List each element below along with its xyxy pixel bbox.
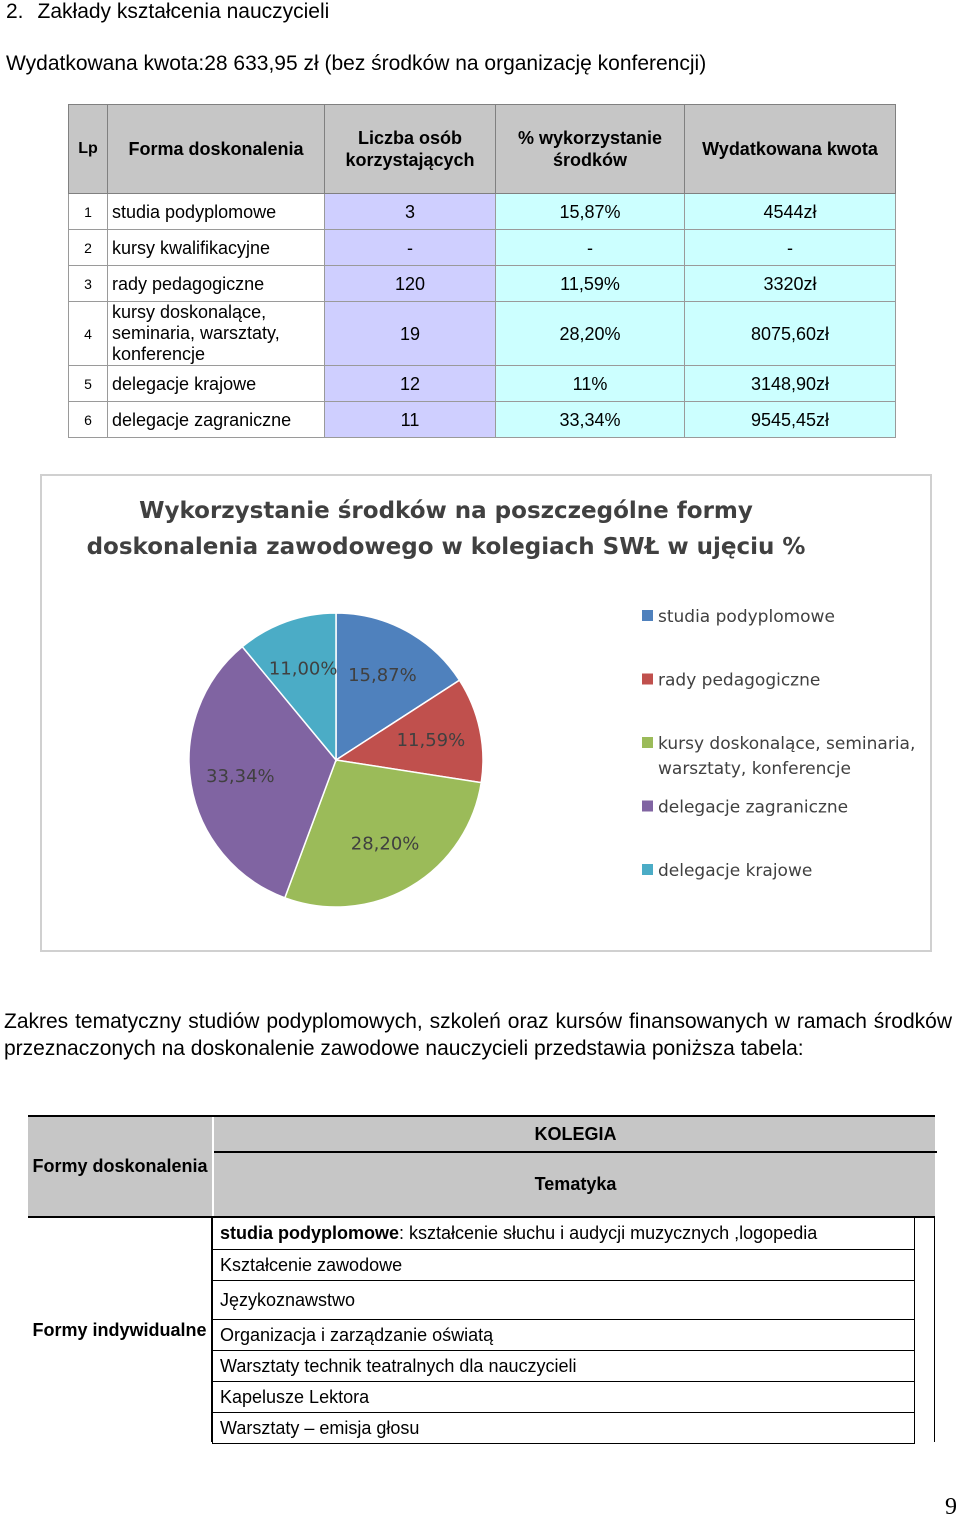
cell-lp: 6 [69, 402, 108, 438]
pie-data-label: 15,87% [348, 664, 417, 686]
cell-count: 120 [325, 266, 496, 302]
topic-row: Kapelusze Lektora [212, 1382, 915, 1413]
topic-row [212, 1218, 915, 1250]
section-title: Zakłady kształcenia nauczycieli [37, 0, 330, 23]
table-right-border [934, 1218, 935, 1442]
cell-amount: - [685, 230, 896, 266]
pie-data-label: 11,00% [268, 658, 338, 680]
header-amount: Wydatkowana kwota [685, 105, 896, 194]
topics-list [212, 1218, 915, 1444]
page-number: 9 [945, 1494, 957, 1520]
table-row [69, 194, 896, 230]
cell-form: studia podyplomowe [108, 194, 325, 230]
cell-form: delegacje krajowe [108, 366, 325, 402]
header-kolegia: KOLEGIA [214, 1117, 937, 1153]
legend-swatch [642, 801, 653, 812]
cell-percent: 11,59% [496, 266, 685, 302]
table-row [69, 402, 896, 438]
legend-label: studia podyplomowe [658, 607, 835, 627]
header-tematyka: Tematyka [534, 1174, 617, 1194]
cell-amount: 4544zł [685, 194, 896, 230]
cell-lp: 2 [69, 230, 108, 266]
legend-label: rady pedagogiczne [658, 670, 821, 691]
legend-label: warsztaty, konferencje [658, 759, 851, 779]
topic-row: Kształcenie zawodowe [212, 1250, 915, 1281]
legend-label: kursy doskonalące, seminaria, [658, 734, 916, 754]
left-label-formy-indywidualne: Formy indywidualne [28, 1218, 212, 1442]
chart-title-line-2: doskonalenia zawodowego w kolegiach SWŁ w ujęciu % [86, 534, 806, 560]
cell-form: kursy doskonalące, seminaria, warsztaty, konferencje [108, 302, 325, 366]
topic-row: Warsztaty technik teatralnych dla nauczycieli [212, 1351, 915, 1382]
topic-row: Warsztaty – emisja głosu [212, 1413, 915, 1444]
header-right-column [212, 1117, 937, 1216]
table-row [69, 302, 896, 366]
cell-lp: 5 [69, 366, 108, 402]
cell-lp: 4 [69, 302, 108, 366]
description-paragraph: Zakres tematyczny studiów podyplomowych, szkoleń oraz kursów finansowanych w ramach środków przeznaczonych na doskonalenie zawodowe nauczycieli przedstawia poniższa tabela: [4, 1010, 952, 1060]
pie-data-label: 28,20% [350, 833, 420, 855]
legend-swatch [642, 864, 653, 875]
cell-percent: 28,20% [496, 302, 685, 366]
pie-data-label: 11,59% [396, 729, 466, 751]
pie-chart-svg [42, 476, 930, 950]
table-row [69, 266, 896, 302]
cell-percent: 33,34% [496, 402, 685, 438]
cell-form: rady pedagogiczne [108, 266, 325, 302]
legend-swatch [642, 737, 653, 748]
cell-percent: 11% [496, 366, 685, 402]
cell-amount: 3148,90zł [685, 366, 896, 402]
cell-count: - [325, 230, 496, 266]
topic-bold: studia podyplomowe [220, 1223, 400, 1243]
legend-swatch [642, 610, 653, 621]
cell-form: kursy kwalifikacyjne [108, 230, 325, 266]
topic-row: Językoznawstwo [212, 1281, 915, 1320]
pie-slices [189, 613, 483, 907]
cell-percent: - [496, 230, 685, 266]
chart-legend [642, 607, 915, 881]
header-form: Forma doskonalenia [108, 105, 325, 194]
cell-count: 12 [325, 366, 496, 402]
cell-amount: 8075,60zł [685, 302, 896, 366]
cell-count: 3 [325, 194, 496, 230]
cell-form: delegacje zagraniczne [108, 402, 325, 438]
cell-lp: 3 [69, 266, 108, 302]
header-percent: % wykorzystanie środków [496, 105, 685, 194]
section-number: 2. [6, 0, 24, 23]
expenses-table [68, 104, 896, 438]
topic-text: : kształcenie słuchu i audycji muzycznych ,logopedia [399, 1223, 818, 1243]
chart-title-line-1: Wykorzystanie środków na poszczególne formy [139, 498, 753, 524]
legend-swatch [642, 674, 653, 685]
header-count: Liczba osób korzystających [325, 105, 496, 194]
cell-count: 11 [325, 402, 496, 438]
legend-label: delegacje zagraniczne [658, 797, 849, 818]
pie-data-label: 33,34% [206, 766, 275, 788]
section-heading [6, 0, 329, 24]
legend-label: delegacje krajowe [658, 861, 813, 881]
topics-table-header [28, 1115, 935, 1218]
topic-row: Organizacja i zarządzanie oświatą [212, 1320, 915, 1351]
cell-amount: 3320zł [685, 266, 896, 302]
table-row [69, 366, 896, 402]
spent-amount-text: Wydatkowana kwota:28 633,95 zł (bez środków na organizację konferencji) [6, 52, 707, 75]
pie-chart [40, 474, 932, 952]
cell-amount: 9545,45zł [685, 402, 896, 438]
cell-lp: 1 [69, 194, 108, 230]
cell-percent: 15,87% [496, 194, 685, 230]
cell-count: 19 [325, 302, 496, 366]
header-formy-doskonalenia: Formy doskonalenia [32, 1156, 208, 1176]
header-lp: Lp [69, 105, 108, 194]
table-row [69, 230, 896, 266]
table-header-row [69, 105, 896, 194]
